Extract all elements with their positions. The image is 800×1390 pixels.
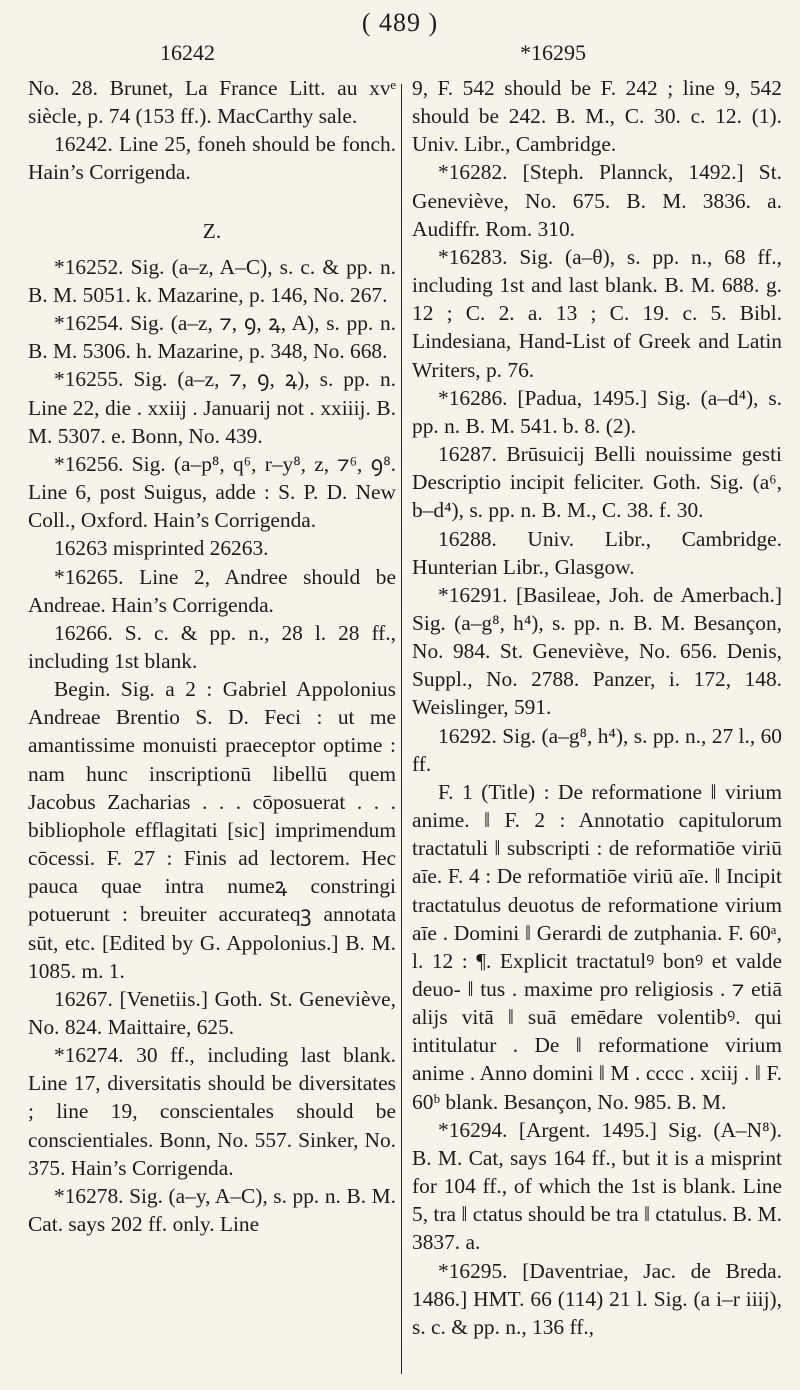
left-column-header: 16242 xyxy=(160,40,215,65)
page-number: ( 489 ) xyxy=(361,8,439,37)
catalogue-entry: 16267. [Venetiis.] Goth. St. Geneviève, No. 824. Maittaire, 625. xyxy=(28,986,396,1039)
section-heading: Z. xyxy=(202,218,222,243)
catalogue-entry: *16283. Sig. (a–θ), s. pp. n., 68 ff., including 1st and last blank. B. M. 688. g. 12 ; C. 2. a. 13 ; C. 19. c. 5. Bibl. Lindesiana, Hand-List of Greek and Latin Writers, p. 76. xyxy=(412,244,782,382)
catalogue-entry: 16292. Sig. (a–g⁸, h⁴), s. pp. n., 27 l., 60 ff. xyxy=(412,723,782,776)
catalogue-entry: *16291. [Basileae, Joh. de Amerbach.] Sig. (a–g⁸, h⁴), s. pp. n. B. M. Besançon, No. 984. St. Geneviève, No. 656. Denis, Suppl., No. 2788. Panzer, i. 172, 148. Weislinger, 591. xyxy=(412,582,782,720)
catalogue-entry: 16263 misprinted 26263. xyxy=(54,536,269,561)
catalogue-entry: 16288. Univ. Libr., Cambridge. Hunterian Libr., Glasgow. xyxy=(412,526,782,579)
catalogue-entry: *16294. [Argent. 1495.] Sig. (A–N⁸). B. M. Cat, says 164 ff., but it is a misprint for 104 ff., of which the 1st is blank. Line 5, tra ‖ ctatus should be tra ‖ ctatulus. B. M. 3837. a. xyxy=(412,1117,782,1255)
catalogue-entry: 9, F. 542 should be F. 242 ; line 9, 542 should be 242. B. M., C. 30. c. 12. (1). Univ. Libr., Cambridge. xyxy=(412,76,782,157)
catalogue-entry: *16252. Sig. (a–z, A–C), s. c. & pp. n. B. M. 5051. k. Mazarine, p. 146, No. 267. xyxy=(28,254,396,307)
right-column xyxy=(412,74,782,1341)
catalogue-entry: *16256. Sig. (a–p⁸, q⁶, r–y⁸, z, ⁊⁶, ꝯ⁸. Line 6, post Suigus, adde : S. P. D. New Coll., Oxford. Hain’s Corrigenda. xyxy=(28,451,396,533)
catalogue-entry: *16282. [Steph. Plannck, 1492.] St. Geneviève, No. 675. B. M. 3836. a. Audiffr. Rom. 310. xyxy=(412,160,782,241)
catalogue-entry: *16286. [Padua, 1495.] Sig. (a–d⁴), s. pp. n. B. M. 541. b. 8. (2). xyxy=(412,385,782,438)
right-column-header: *16295 xyxy=(520,40,586,65)
catalogue-entry: *16254. Sig. (a–z, ⁊, ꝯ, ꝝ, A), s. pp. n. B. M. 5306. h. Mazarine, p. 348, No. 668. xyxy=(28,311,396,364)
catalogue-entry: *16265. Line 2, Andree should be Andreae. Hain’s Corrigenda. xyxy=(28,564,396,617)
catalogue-entry: 16266. S. c. & pp. n., 28 l. 28 ff., including 1st blank. xyxy=(28,620,396,673)
column-divider xyxy=(401,84,402,1374)
catalogue-entry: No. 28. Brunet, La France Litt. au xvᵉ siècle, p. 74 (153 ff.). MacCarthy sale. xyxy=(28,76,396,129)
catalogue-entry: 16287. Brūsuicij Belli nouissime gesti Descriptio incipit feliciter. Goth. Sig. (a⁶, b–d⁴), s. pp. n. B. M., C. 38. f. 30. xyxy=(412,442,782,523)
catalogue-entry: *16295. [Daventriae, Jac. de Breda. 1486.] HMT. 66 (114) 21 l. Sig. (a i–r iiij), s. c. & pp. n., 136 ff., xyxy=(412,1258,782,1339)
catalogue-entry: Begin. Sig. a 2 : Gabriel Appolonius Andreae Brentio S. D. Feci : ut me amantissime monuisti praeceptor optime : nam hunc inscriptionū libellū quem Jacobus Zacharias . . . cōposuerat . . . bibliophole efflagitati [sic] imprimendum cōcessi. F. 27 : Finis ad lectorem. Hec pauca quae intra numeꝝ constringi potuerunt : breuiter accurateqꝫ annotata sūt, etc. [Edited by G. Appolonius.] B. M. 1085. m. 1. xyxy=(28,677,396,983)
left-column xyxy=(28,74,396,1238)
catalogue-entry: *16255. Sig. (a–z, ⁊, ꝯ, ꝝ), s. pp. n. Line 22, die . xxiij . Januarij not . xxiiij. B. M. 5307. e. Bonn, No. 439. xyxy=(28,367,396,448)
catalogue-entry: 16242. Line 25, foneh should be fonch. Hain’s Corrigenda. xyxy=(28,132,396,185)
catalogue-entry: *16274. 30 ff., including last blank. Line 17, diversitatis should be diversitates ; line 19, conscientales should be conscientiales. Bonn, No. 557. Sinker, No. 375. Hain’s Corrigenda. xyxy=(28,1043,396,1180)
catalogue-entry: F. 1 (Title) : De reformatione ‖ virium anime. ‖ F. 2 : Annotatio capitulorum tractatuli ‖ subscripti : de reformatiōe viriū aīe. F. 4 : De reformatiōe viriū aīe. ‖ Incipit tractatulus deuotus de reformatione virium aīe . Domini ‖ Gerardi de zutphania. F. 60ᵃ, l. 12 : ¶. Explicit tractatulꝰ bonꝰ et valde deuo- ‖ tus . maxime pro religiosis . ⁊ etiā alijs vitā ‖ suā emēdare volentibꝰ. qui intitulatur . De ‖ reformatione virium anime . Anno domini ‖ M . cccc . xciij . ‖ F. 60ᵇ blank. Besançon, No. 985. B. M. xyxy=(412,779,782,1114)
catalogue-entry: *16278. Sig. (a–y, A–C), s. pp. n. B. M. Cat. says 202 ff. only. Line xyxy=(28,1183,396,1237)
